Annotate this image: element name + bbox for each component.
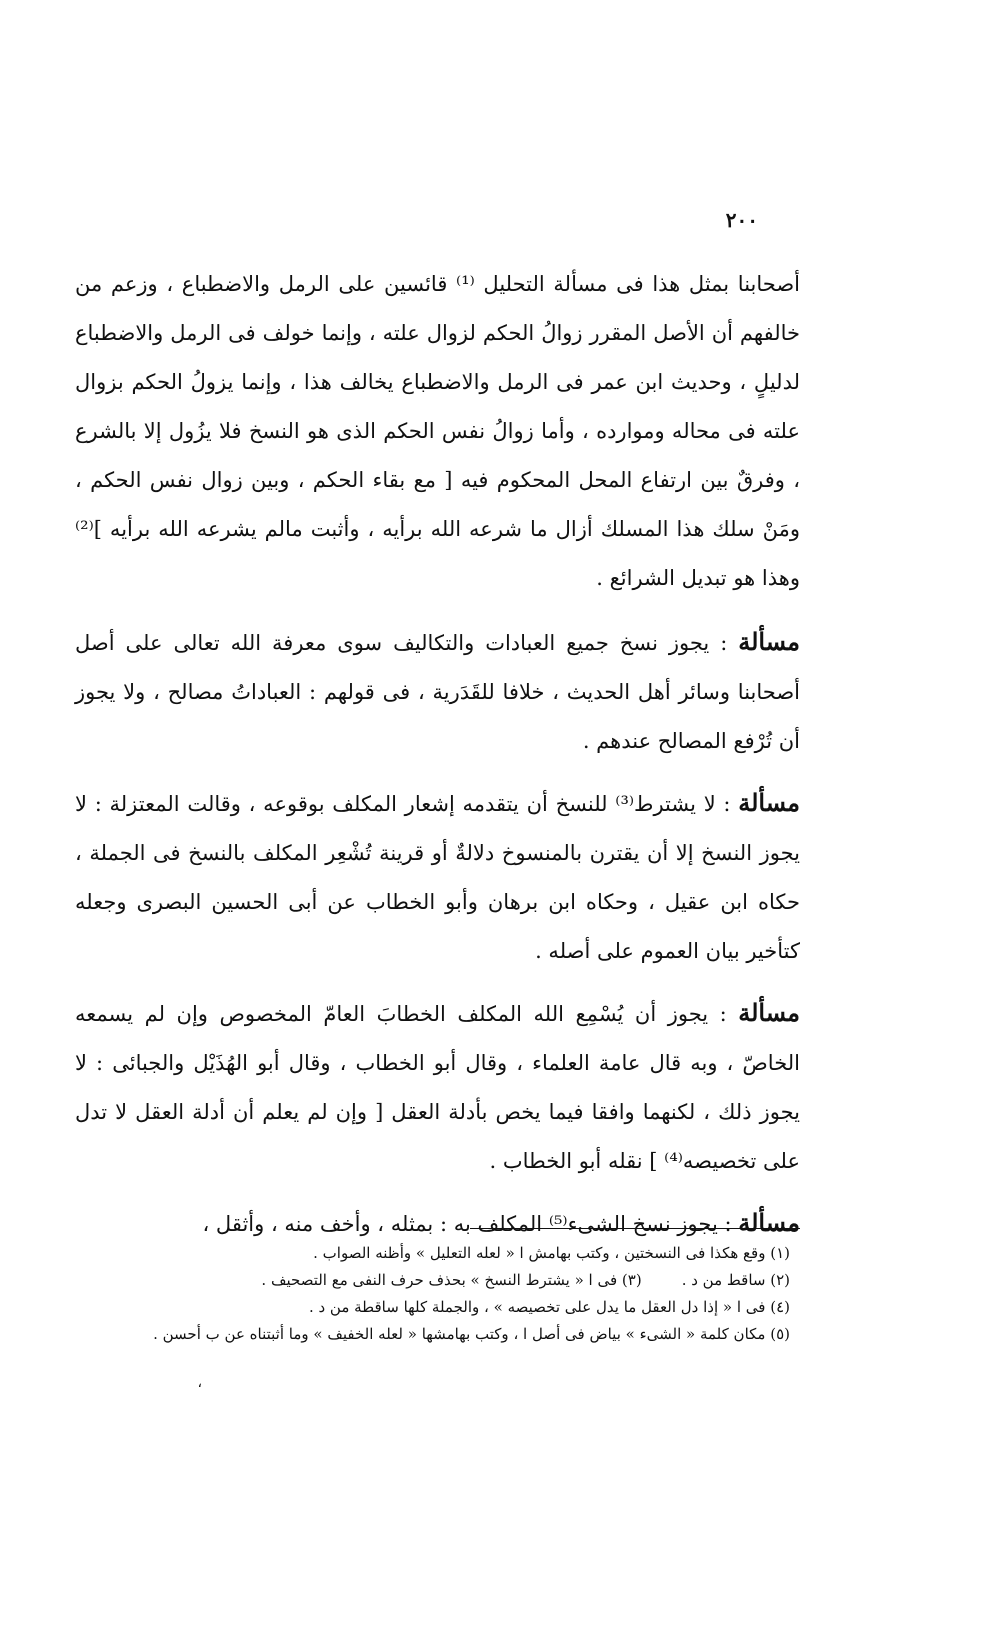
masala-text: : يجوز أن يُسْمِع الله المكلف الخطابَ العامّ المخصوص وإن لم يسمعه الخاصّ ، وبه قال عامة العلماء ، وقال أبو الخطاب ، وقال أبو الهُذَيْل والجبائى : لا يجوز ذلك ، لكنهما وافقا فيما يخص بأدلة العقل [ وإن لم يعلم أن أدلة العقل لا تدل على تخصيصه⁽⁴⁾ ] نقله أبو الخطاب . <box>75 1002 800 1173</box>
footnote-divider <box>470 1228 800 1229</box>
masala-paragraph-2 <box>75 778 800 976</box>
footnote-3: (٣) فى ا « يشترط النسخ » بحذف حرف النفى مع التصحيف . <box>261 1271 642 1289</box>
masala-paragraph-3 <box>75 988 800 1186</box>
masala-text: : لا يشترط⁽³⁾ للنسخ أن يتقدمه إشعار المكلف بوقوعه ، وقالت المعتزلة : لا يجوز النسخ إلا أن يقترن بالمنسوخ دلالةٌ أو قرينة تُشْعِر المكلف بالنسخ فى الجملة ، حكاه ابن عقيل ، وحكاه ابن برهان وأبو الخطاب عن أبى الحسين البصرى وجعله كتأخير بيان العموم على أصله . <box>75 792 800 963</box>
footnote-2: (٢) ساقط من د . <box>681 1271 790 1289</box>
main-text <box>75 260 800 1261</box>
masala-heading: مسألة <box>738 788 800 817</box>
masala-paragraph-1 <box>75 617 800 766</box>
masala-heading: مسألة <box>738 627 800 656</box>
footnote-4: (٤) فى ا « إذا دل العقل ما يدل على تخصيصه » ، والجملة كلها ساقطة من د . <box>308 1298 790 1316</box>
stray-mark: ، <box>197 1375 202 1391</box>
masala-text: : يجوز نسخ جميع العبادات والتكاليف سوى معرفة الله تعالى على أصل أصحابنا وسائر أهل الحديث ، خلافا للقَدَرية ، فى قولهم : العباداتُ مصالح ، ولا يجوز أن تُرْفع المصالح عندهم . <box>75 631 800 753</box>
opening-paragraph: أصحابنا بمثل هذا فى مسألة التحليل ⁽¹⁾ قائسين على الرمل والاضطباع ، وزعم من خالفهم أن الأصل المقرر زوالُ الحكم لزوال علته ، وإنما خولف فى الرمل والاضطباع لدليلٍ ، وحديث ابن عمر فى الرمل والاضطباع يخالف هذا ، وإنما يزولُ الحكم بزوال علته فى محاله وموارده ، وأما زوالُ نفس الحكم الذى هو النسخ فلا يزُول إلا بالشرع ، وفرقٌ بين ارتفاع المحل المحكوم فيه [ مع بقاء الحكم ، وبين زوال نفس الحكم ، ومَنْ سلك هذا المسلك أزال ما شرعه الله برأيه ، وأثبت مالم يشرعه الله برأيه ]⁽²⁾ وهذا هو تبديل الشرائع . <box>75 272 801 590</box>
footnote-5: (٥) مكان كلمة « الشىء » بياض فى أصل ا ، وكتب بهامشها « لعله الخفيف » وما أثبتناه عن ب أحسن . <box>153 1325 790 1343</box>
footnotes <box>75 1240 790 1348</box>
masala-heading: مسألة <box>738 1208 800 1237</box>
page-number: ٢٠٠ <box>725 208 758 232</box>
masala-heading: مسألة <box>738 998 800 1027</box>
book-page <box>75 0 800 1650</box>
footnote-row <box>75 1267 790 1294</box>
masala-text: : يجوز نسخ الشىء⁽⁵⁾ المكلف به : بمثله ، وأخف منه ، وأثقل ، <box>202 1212 732 1236</box>
footnote-1: (١) وقع هكذا فى النسختين ، وكتب بهامش ا « لعله التعليل » وأظنه الصواب . <box>313 1244 790 1262</box>
